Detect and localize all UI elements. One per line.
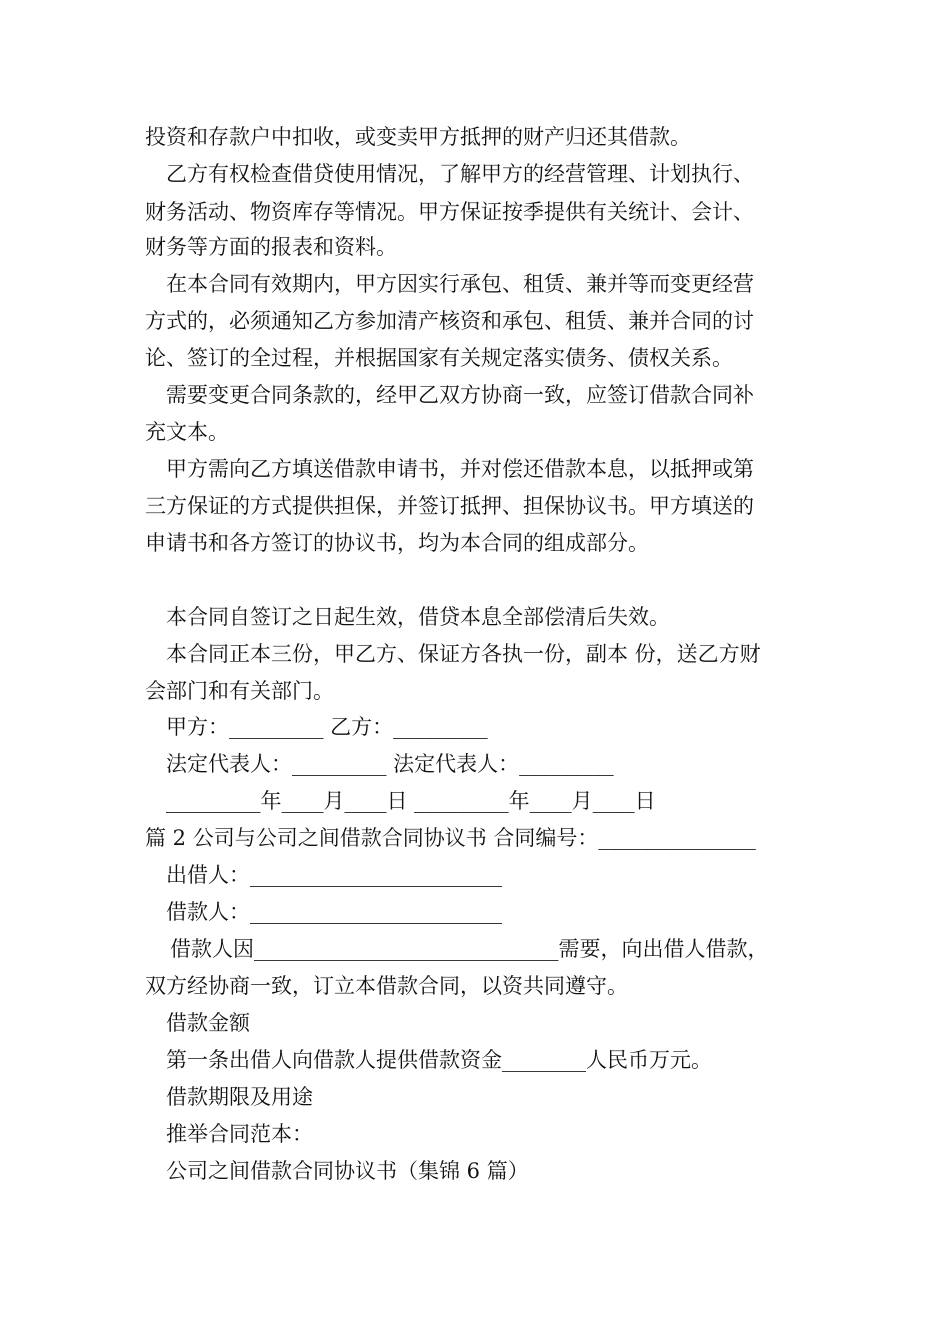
section-heading-term: 借款期限及用途 [166,1085,313,1109]
paragraph-line: 双方经协商一致，订立本借款合同，以资共同遵守。 [145,974,628,998]
paragraph-line: 方式的，必须通知乙方参加清产核资和承包、租赁、兼并合同的讨 [145,309,754,333]
paragraph-line: 本合同正本三份，甲乙方、保证方各执一份，副本 份，送乙方财 [166,642,761,666]
signature-dates: _________年____月____日 _________年____月____日 [166,789,656,813]
paragraph-line: 会部门和有关部门。 [145,679,334,703]
paragraph-line: 本合同自签订之日起生效，借贷本息全部偿清后失效。 [166,605,670,629]
recommend-label: 推举合同范本： [166,1122,313,1146]
footer-title: 公司之间借款合同协议书（集锦 6 篇） [166,1159,529,1183]
contract2-title: 篇 2 公司与公司之间借款合同协议书 合同编号：_______________ [145,826,756,850]
section-heading-amount: 借款金额 [166,1011,250,1035]
signature-representatives: 法定代表人：_________ 法定代表人：_________ [166,752,614,776]
paragraph-line: 论、签订的全过程，并根据国家有关规定落实债务、债权关系。 [145,346,733,370]
paragraph-line: 财务活动、物资库存等情况。甲方保证按季提供有关统计、会计、 [145,200,754,224]
paragraph-line: 乙方有权检查借贷使用情况，了解甲方的经营管理、计划执行、 [166,162,754,186]
paragraph-line: 在本合同有效期内，甲方因实行承包、租赁、兼并等而变更经营 [166,272,754,296]
paragraph-line: 借款人因_____________________________需要，向出借人借款， [170,937,769,961]
paragraph-line: 需要变更合同条款的，经甲乙双方协商一致，应签订借款合同补 [166,383,754,407]
paragraph-line: 甲方需向乙方填送借款申请书，并对偿还借款本息，以抵押或第 [166,457,754,481]
paragraph-line: 财务等方面的报表和资料。 [145,235,397,259]
paragraph-line: 投资和存款户中扣收，或变卖甲方抵押的财产归还其借款。 [145,125,691,149]
lender-field: 出借人：________________________ [166,863,502,887]
paragraph-line: 申请书和各方签订的协议书，均为本合同的组成部分。 [145,531,649,555]
paragraph-line: 充文本。 [145,420,229,444]
paragraph-line: 三方保证的方式提供担保，并签订抵押、担保协议书。甲方填送的 [145,494,754,518]
signature-parties: 甲方：_________ 乙方：_________ [166,715,488,739]
borrower-field: 借款人：________________________ [166,900,502,924]
article-1: 第一条出借人向借款人提供借款资金________人民币万元。 [166,1048,712,1072]
